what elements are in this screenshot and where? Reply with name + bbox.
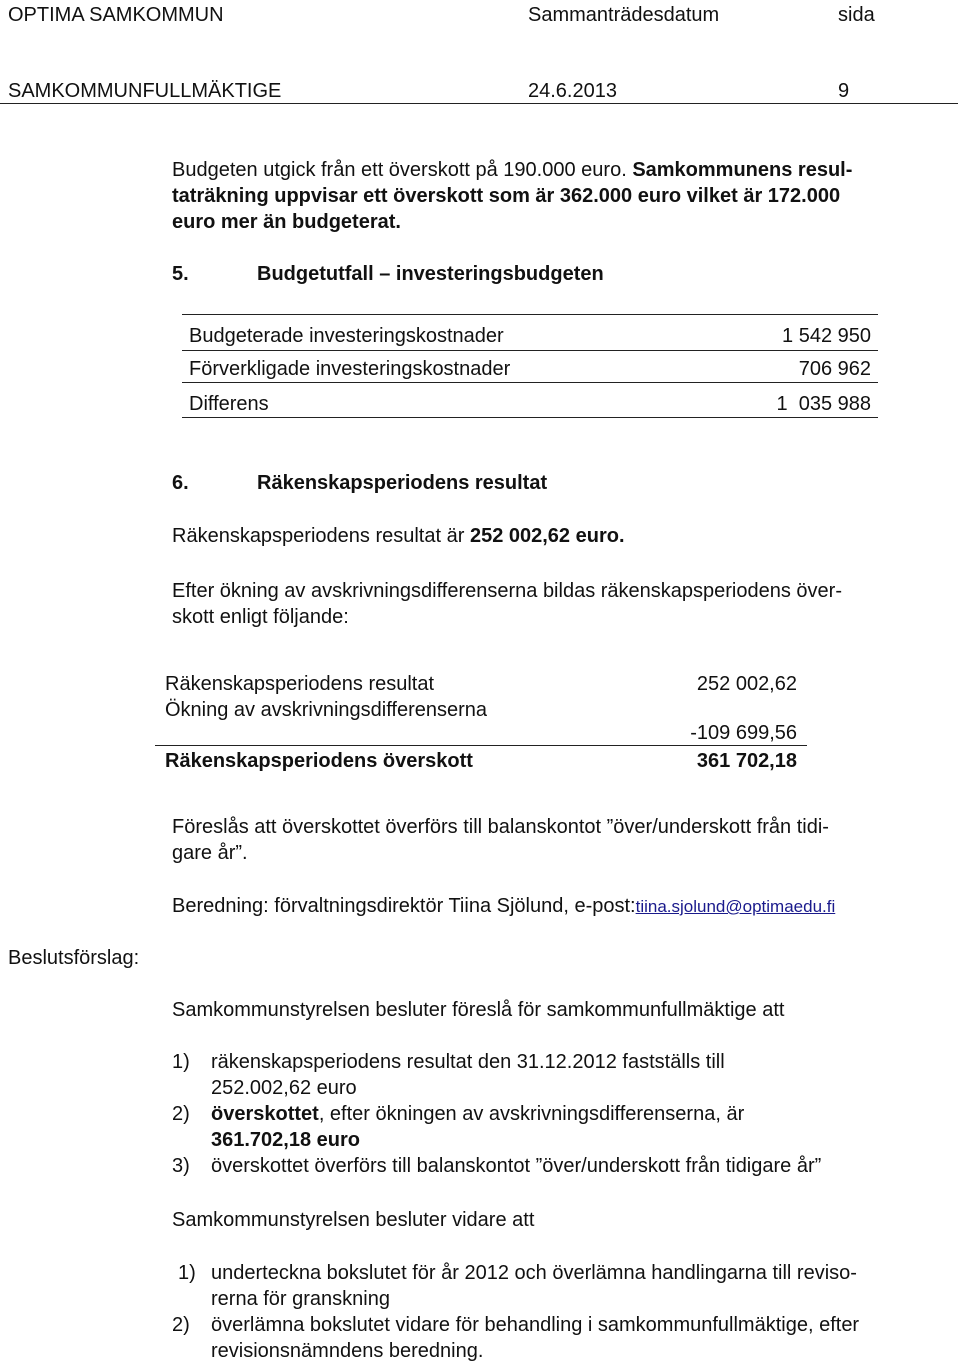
further-item-text: underteckna bokslutet för år 2012 och överlämna handlingarna till reviso- — [211, 1262, 857, 1284]
decision-item-text: räkenskapsperiodens resultat den 31.12.2012 fastställs till — [211, 1051, 725, 1073]
calc-total-label: Räkenskapsperiodens överskott — [165, 750, 473, 772]
surplus-paragraph-line-2: skott enligt följande: — [172, 606, 349, 628]
investment-table-bottom-rule — [182, 417, 878, 418]
decision-item-number: 1) — [172, 1051, 190, 1073]
decision-intro: Samkommunstyrelsen besluter föreslå för samkommunfullmäktige att — [172, 999, 785, 1021]
intro-line-3: euro mer än budgeterat. — [172, 211, 401, 233]
result-sentence — [172, 523, 625, 549]
further-item-text: revisionsnämndens beredning. — [211, 1340, 484, 1362]
investment-table-rule — [182, 382, 878, 383]
section-6-title: Räkenskapsperiodens resultat — [257, 472, 548, 494]
meeting-date-label: Sammanträdesdatum — [528, 4, 720, 26]
section-6-number: 6. — [172, 472, 189, 494]
calc-result-label: Räkenskapsperiodens resultat — [165, 673, 435, 695]
investment-row-value: 1 035 988 — [776, 393, 871, 415]
calc-depreciation-value: -109 699,56 — [690, 722, 797, 744]
section-5-title: Budgetutfall – investeringsbudgeten — [257, 263, 604, 285]
further-item-number: 1) — [178, 1262, 196, 1284]
decision-item-text: 361.702,18 euro — [211, 1129, 360, 1151]
decision-item-text: 252.002,62 euro — [211, 1077, 357, 1099]
proposal-line-2: gare år”. — [172, 842, 248, 864]
further-decision-intro: Samkommunstyrelsen besluter vidare att — [172, 1209, 535, 1231]
body-name: SAMKOMMUNFULLMÄKTIGE — [8, 80, 282, 102]
further-item-text: överlämna bokslutet vidare för behandling i samkommunfullmäktige, efter — [211, 1314, 860, 1336]
investment-table-rule — [182, 350, 878, 351]
org-name: OPTIMA SAMKOMMUN — [8, 4, 224, 26]
preparation-line — [172, 893, 835, 920]
result-amount: 252 002,62 euro. — [469, 525, 625, 547]
investment-row-value: 1 542 950 — [782, 325, 871, 347]
proposal-line-1: Föreslås att överskottet överförs till balanskontot ”över/underskott från tidi- — [172, 816, 829, 838]
calc-sum-rule — [155, 745, 807, 746]
surplus-paragraph-line-1: Efter ökning av avskrivningsdifferenserna bildas räkenskapsperiodens över- — [172, 580, 842, 602]
calc-result-value: 252 002,62 — [696, 673, 797, 695]
decision-item-number: 2) — [172, 1103, 190, 1125]
further-item-number: 2) — [172, 1314, 190, 1336]
header-divider — [0, 103, 958, 104]
further-item-text: rerna för granskning — [211, 1288, 390, 1310]
section-5-number: 5. — [172, 263, 189, 285]
investment-table-top-rule — [182, 314, 878, 315]
decision-item-text — [211, 1101, 744, 1127]
investment-row-value: 706 962 — [798, 358, 871, 380]
decision-item-rest: , efter ökningen av avskrivningsdifferenserna, är — [318, 1103, 745, 1125]
result-sentence-text: Räkenskapsperiodens resultat är — [172, 525, 470, 547]
calc-total-value: 361 702,18 — [696, 750, 797, 772]
page-label: sida — [838, 4, 875, 26]
investment-row-label: Differens — [189, 393, 269, 415]
intro-line-2: taträkning uppvisar ett överskott som är 362.000 euro vilket är 172.000 — [172, 185, 841, 207]
calc-depreciation-label: Ökning av avskrivningsdifferenserna — [165, 699, 488, 721]
decision-item-number: 3) — [172, 1155, 190, 1177]
preparer-email-link[interactable]: tiina.sjolund@optimaedu.fi — [635, 897, 836, 916]
decision-side-label: Beslutsförslag: — [8, 947, 140, 969]
investment-row-label: Förverkligade investeringskostnader — [189, 358, 511, 380]
intro-line-1-bold: Samkommunens resul- — [632, 159, 853, 181]
intro-line-1-normal: Budgeten utgick från ett överskott på 190.000 euro. — [172, 159, 633, 181]
decision-item-text: överskottet överförs till balanskontot ”över/underskott från tidigare år” — [211, 1155, 822, 1177]
intro-line-1 — [172, 157, 852, 183]
preparation-text: Beredning: förvaltningsdirektör Tiina Sjölund, e-post: — [172, 895, 636, 917]
investment-row-label: Budgeterade investeringskostnader — [189, 325, 504, 347]
meeting-date: 24.6.2013 — [528, 80, 617, 102]
decision-item-bold: överskottet — [211, 1103, 319, 1125]
page-number: 9 — [838, 80, 850, 102]
